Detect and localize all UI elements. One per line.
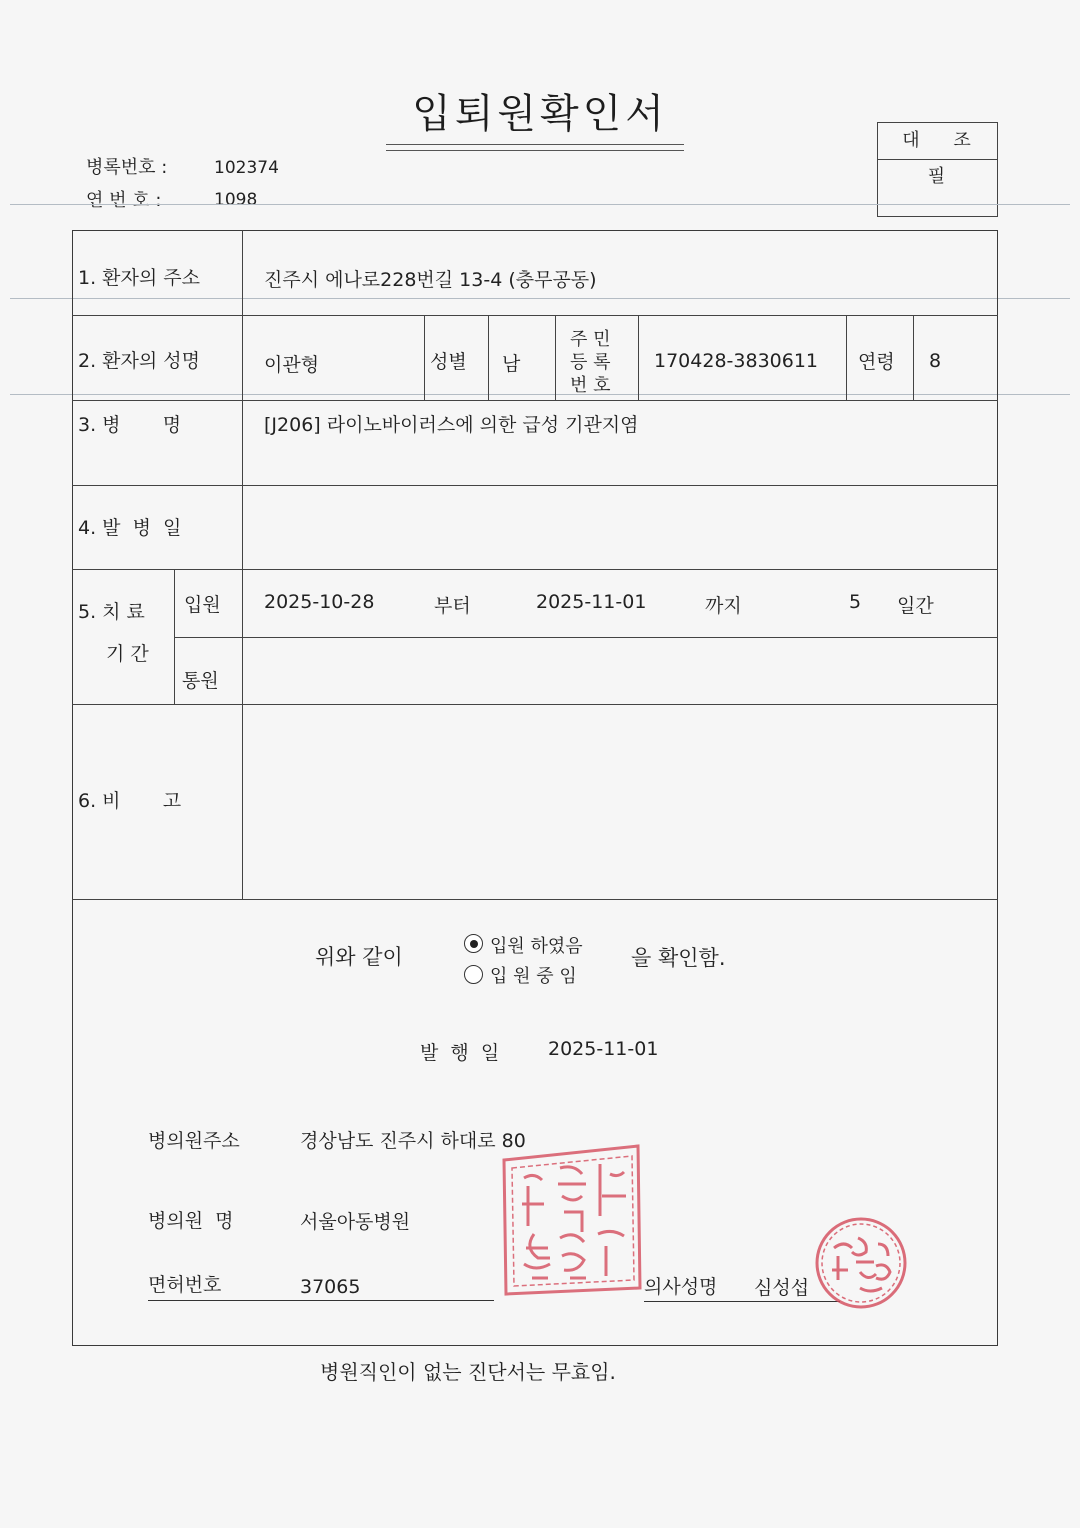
col-divider: [424, 315, 425, 400]
outpatient-label: 통원: [182, 670, 219, 692]
license-number: 37065: [300, 1276, 361, 1298]
document-title: 입퇴원확인서: [412, 91, 668, 137]
col-divider: [638, 315, 639, 400]
issue-date-value: 2025-11-01: [548, 1038, 659, 1060]
serial-number-value: 1098: [214, 190, 258, 210]
doctor-name: 심성섭: [754, 1277, 810, 1299]
inpatient-days: 5: [849, 591, 862, 613]
col-divider: [174, 569, 175, 704]
col-divider: [555, 315, 556, 400]
rrn-label-line-3: 번 호: [570, 375, 611, 396]
hospital-name: 서울아동병원: [300, 1211, 411, 1233]
hospital-address-label: 병의원주소: [148, 1130, 240, 1152]
doctor-seal-stamp: [812, 1214, 910, 1312]
row-divider: [72, 485, 998, 486]
license-number-label: 면허번호: [148, 1274, 222, 1296]
inpatient-label: 입원: [184, 594, 221, 616]
from-label: 부터: [434, 595, 471, 617]
remarks-label: 6. 비 고: [78, 790, 182, 812]
row-divider: [72, 315, 998, 316]
days-label: 일간: [897, 595, 934, 617]
name-label: 2. 환자의 성명: [78, 350, 200, 372]
onset-label: 4. 발 병 일: [78, 517, 182, 539]
patient-sex: 남: [502, 353, 521, 375]
title-underline: [386, 144, 684, 145]
sex-label: 성별: [430, 351, 467, 373]
option-admitted-radio[interactable]: [464, 934, 483, 953]
issue-date-label: 발 행 일: [420, 1042, 500, 1064]
row-divider: [72, 899, 998, 900]
checked-by-box: [877, 122, 998, 217]
col-divider: [913, 315, 914, 400]
hospital-seal-stamp: [498, 1138, 646, 1298]
confirmation-prefix: 위와 같이: [315, 945, 403, 969]
col-divider: [846, 315, 847, 400]
treatment-period-label-2: 기 간: [106, 643, 149, 665]
doctor-underline: [644, 1301, 840, 1302]
record-number-value: 102374: [214, 158, 279, 178]
patient-age: 8: [929, 350, 942, 372]
col-divider: [488, 315, 489, 400]
col-divider: [242, 230, 243, 899]
inpatient-to-date: 2025-11-01: [536, 591, 647, 613]
doctor-name-label: 의사성명: [644, 1276, 718, 1298]
confirmation-suffix: 을 확인함.: [631, 946, 726, 970]
license-underline: [148, 1300, 494, 1301]
inpatient-from-date: 2025-10-28: [264, 591, 375, 613]
checked-by-label: 대 조 필: [878, 123, 997, 160]
record-number-label: 병록번호 :: [86, 157, 168, 178]
age-label: 연령: [858, 351, 895, 373]
hospital-name-label: 병의원 명: [148, 1210, 234, 1232]
invalid-without-seal-note: 병원직인이 없는 진단서는 무효임.: [320, 1360, 616, 1384]
treatment-period-label: 5. 치 료: [78, 601, 145, 623]
title-underline-2: [386, 150, 684, 151]
rrn-label-line-1: 주 민: [570, 329, 611, 350]
scan-artifact-line: [10, 204, 1070, 205]
patient-rrn: 170428-3830611: [654, 350, 819, 372]
row-divider: [72, 569, 998, 570]
rrn-label-line-2: 등 록: [570, 352, 611, 373]
address-label: 1. 환자의 주소: [78, 267, 200, 289]
row-divider: [72, 704, 998, 705]
row-divider: [72, 400, 998, 401]
to-label: 까지: [705, 595, 742, 617]
patient-name: 이관형: [264, 354, 320, 376]
patient-address: 진주시 에나로228번길 13-4 (충무공동): [264, 269, 597, 291]
serial-number-label: 연 번 호 :: [86, 190, 162, 211]
option-admitted-label: 입원 하였음: [490, 936, 583, 957]
option-in-hospital-label: 입 원 중 임: [490, 966, 577, 987]
option-in-hospital-radio[interactable]: [464, 965, 483, 984]
diagnosis-label: 3. 병 명: [78, 414, 182, 436]
row-divider: [174, 637, 998, 638]
hospital-address: 경상남도 진주시 하대로 80: [300, 1130, 526, 1152]
diagnosis-value: [J206] 라이노바이러스에 의한 급성 기관지염: [264, 414, 639, 436]
